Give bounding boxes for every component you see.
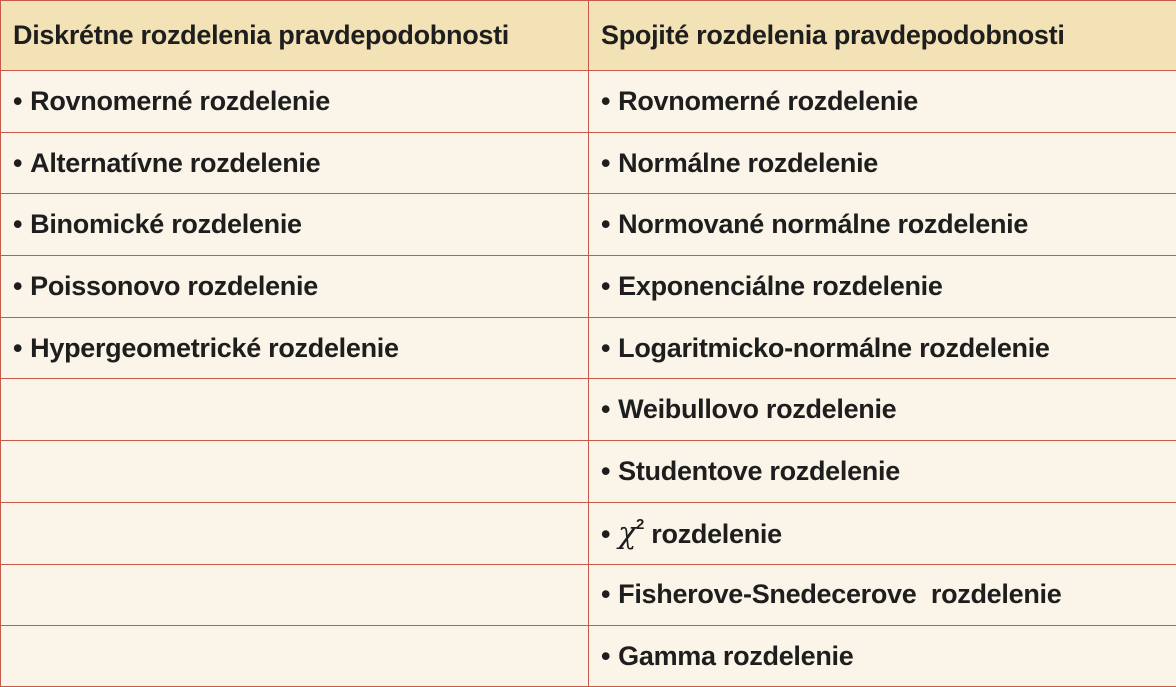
- table-row: [1, 564, 1176, 626]
- bullet-icon: •: [13, 209, 23, 240]
- bullet-icon: •: [601, 270, 611, 301]
- continuous-cell: [589, 317, 1176, 379]
- continuous-cell: [589, 626, 1176, 687]
- bullet-icon: •: [601, 147, 611, 178]
- discrete-item-label: Binomické rozdelenie: [30, 209, 302, 240]
- bullet-icon: •: [13, 270, 23, 301]
- bullet-icon: •: [601, 394, 611, 425]
- header-row: [1, 1, 1176, 71]
- continuous-item-label: Gamma rozdelenie: [618, 640, 854, 671]
- discrete-item-label: Poissonovo rozdelenie: [30, 270, 318, 301]
- table-row: [1, 71, 1176, 133]
- continuous-item-label: Studentove rozdelenie: [618, 455, 900, 486]
- table-row: [1, 626, 1176, 687]
- continuous-cell: [589, 441, 1176, 503]
- bullet-icon: •: [601, 332, 611, 363]
- bullet-icon: •: [601, 209, 611, 240]
- bullet-icon: •: [601, 518, 611, 549]
- bullet-icon: •: [601, 85, 611, 116]
- table-row: [1, 379, 1176, 441]
- bullet-icon: •: [601, 640, 611, 671]
- continuous-item-label: Fisherove-Snedecerove rozdelenie: [618, 579, 1062, 610]
- chi-squared-symbol: [618, 516, 644, 551]
- bullet-icon: •: [13, 147, 23, 178]
- discrete-cell-empty: [1, 626, 589, 687]
- continuous-item-label: Normálne rozdelenie: [618, 147, 879, 178]
- discrete-item-label: Alternatívne rozdelenie: [30, 147, 321, 178]
- continuous-cell: [589, 132, 1176, 194]
- discrete-cell: [1, 194, 589, 256]
- table-row: [1, 256, 1176, 318]
- discrete-cell-empty: [1, 502, 589, 564]
- header-continuous: Spojité rozdelenia pravdepodobnosti: [589, 1, 1176, 71]
- discrete-cell: [1, 132, 589, 194]
- header-discrete: Diskrétne rozdelenia pravdepodobnosti: [1, 1, 589, 71]
- continuous-cell: [589, 564, 1176, 626]
- bullet-icon: •: [13, 332, 23, 363]
- table-row: [1, 441, 1176, 503]
- continuous-cell: [589, 379, 1176, 441]
- table-row: [1, 502, 1176, 564]
- continuous-item-label: Rovnomerné rozdelenie: [618, 85, 918, 116]
- discrete-item-label: Rovnomerné rozdelenie: [30, 85, 330, 116]
- discrete-cell: [1, 71, 589, 133]
- bullet-icon: •: [13, 85, 23, 116]
- continuous-cell: [589, 256, 1176, 318]
- discrete-cell: [1, 317, 589, 379]
- discrete-cell: [1, 256, 589, 318]
- continuous-cell: [589, 502, 1176, 564]
- continuous-item-label: Weibullovo rozdelenie: [618, 394, 897, 425]
- chi-symbol: χ: [618, 515, 637, 551]
- discrete-cell-empty: [1, 564, 589, 626]
- continuous-cell: [589, 71, 1176, 133]
- continuous-item-label: Logaritmicko-normálne rozdelenie: [618, 332, 1050, 363]
- table-row: [1, 317, 1176, 379]
- discrete-item-label: Hypergeometrické rozdelenie: [30, 332, 399, 363]
- continuous-item-label: Normované normálne rozdelenie: [618, 209, 1029, 240]
- continuous-cell: [589, 194, 1176, 256]
- bullet-icon: •: [601, 455, 611, 486]
- bullet-icon: •: [601, 579, 611, 610]
- continuous-item-label: rozdelenie: [651, 518, 782, 549]
- chi-superscript: 2: [636, 515, 645, 533]
- table-row: [1, 132, 1176, 194]
- discrete-cell-empty: [1, 379, 589, 441]
- table-row: [1, 194, 1176, 256]
- continuous-item-label: Exponenciálne rozdelenie: [618, 270, 943, 301]
- discrete-cell-empty: [1, 441, 589, 503]
